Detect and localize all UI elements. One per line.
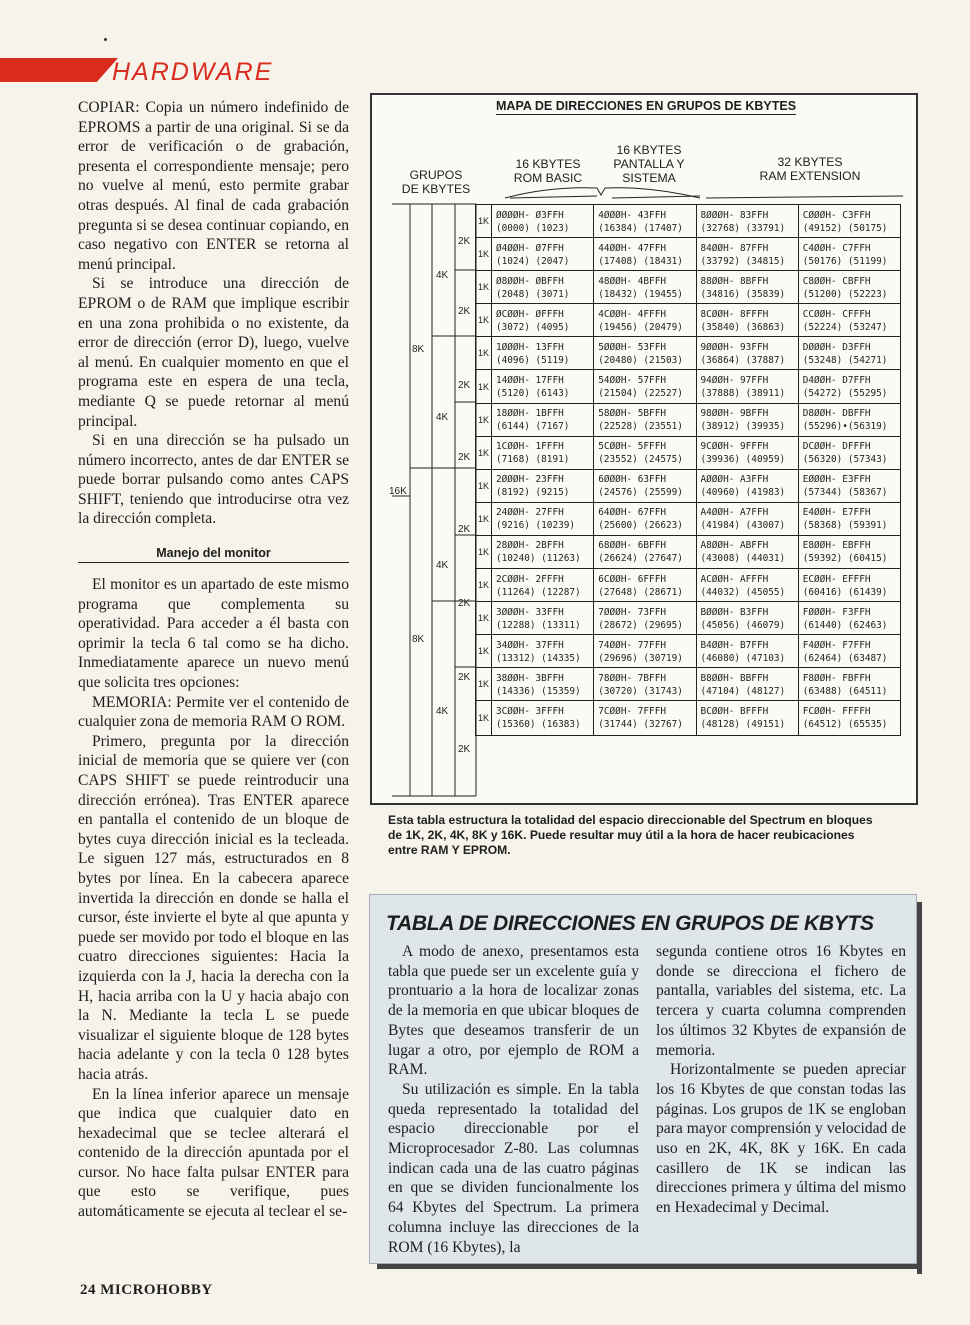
col-header-line: RAM EXTENSION <box>759 169 861 183</box>
address-cell <box>492 701 594 734</box>
address-grid <box>475 204 901 736</box>
table-row <box>476 370 900 403</box>
label-1k: 1K <box>476 304 492 336</box>
address-cell <box>594 536 696 568</box>
address-text: (10240) (11263) <box>496 553 581 565</box>
address-text: 88ØØH- 8BFFH <box>700 275 769 287</box>
address-cell <box>492 304 594 336</box>
address-text: (46080) (47103) <box>700 652 786 664</box>
address-text: (60416) (61439) <box>802 586 888 598</box>
address-cell <box>697 602 799 634</box>
address-cell <box>697 437 799 469</box>
address-text: 94ØØH- 97FFH <box>700 375 769 387</box>
address-text: BØØØH- B3FFH <box>700 606 769 618</box>
page-footer: 24 MICROHOBBY <box>80 1282 213 1298</box>
table-row <box>476 602 900 635</box>
address-text: E8ØØH- EBFFH <box>802 540 871 552</box>
paragraph: Si se introduce una dirección de EPROM o de RAM que implique escribir en una zona prohibida o no existente, da error de dirección (error D), luego, vuelve al menú. En cualquier momento en que el programa este en espera de una tecla, mediante Q se puede retornar al menú principal. <box>78 275 349 430</box>
address-text: 54ØØH- 57FFH <box>598 375 666 387</box>
address-cell <box>594 404 696 436</box>
table-row <box>476 470 900 503</box>
address-text: D4ØØH- D7FFH <box>802 375 871 387</box>
paragraph: segunda contiene otros 16 Kbytes en donde se direcciona el fichero de pantalla, variables del sistema, etc. La tercera y cuarta columna comprenden los últimos 32 Kbytes de expansión de memoria. <box>656 943 906 1059</box>
address-text: C8ØØH- CBFFH <box>802 275 871 287</box>
paragraph: Primero, pregunta por la dirección inicial de memoria que se quiere ver (con CAPS SHIFT se puede reintroducir una dirección errónea). Tras ENTER aparece en pantalla el contenido de un bloque de bytes cuya dirección inicial es la tecleada. Le siguen 127 más, estructurados en 8 bytes por línea. En la cabecera aparece invertida la dirección en donde se halla el cursor, éste invierte el byte al que apunta y puede ser movido por todo el bloque en las cuatro direcciones siguientes: Hacia la izquierda con la J, hacia la derecha con la H, hacia arriba con la U y hacia abajo con la N. Mediante la tecla L se puede visualizar el siguiente bloque de 128 bytes hacia adelante y con la tecla 0 128 bytes hacia atrás. <box>78 732 349 1083</box>
col-header-line: SISTEMA <box>622 171 676 185</box>
paragraph: A modo de anexo, presentamos esta tabla que puede ser un excelente guía y prontuario a la hora de localizar zonas de la memoria en que ubicar bloques de Bytes que deseamos transferir de un lugar a otro, por ejemplo de ROM a RAM. <box>388 943 639 1079</box>
sidebar-left-column <box>388 942 639 1257</box>
address-text: 5CØØH- 5FFFH <box>598 441 666 453</box>
address-cell <box>799 503 900 535</box>
address-text: (20480) (21503) <box>598 354 683 366</box>
address-cell <box>492 238 594 270</box>
address-text: 44ØØH- 47FFH <box>598 242 666 254</box>
address-text: C4ØØH- C7FFH <box>802 242 871 254</box>
address-text: B8ØØH- BBFFH <box>700 672 769 684</box>
address-text: 24ØØH- 27FFH <box>496 507 564 519</box>
col-header-line: 16 KBYTES <box>616 143 682 157</box>
address-text: 6CØØH- 6FFFH <box>598 573 666 585</box>
sidebar-right-column <box>656 942 906 1218</box>
table-row <box>476 569 900 602</box>
address-text: (35840) (36863) <box>700 321 786 333</box>
address-text: 3ØØØH- 33FFH <box>496 606 564 618</box>
address-cell <box>594 370 696 402</box>
address-text: FCØØH- FFFFH <box>802 706 871 718</box>
label-1k: 1K <box>476 470 492 502</box>
address-text: (63488) (64511) <box>802 685 888 697</box>
address-text: (28672) (29695) <box>598 619 683 631</box>
address-text: 3CØØH- 3FFFH <box>496 706 564 718</box>
col-header-line: 32 KBYTES <box>777 155 843 169</box>
label-1k: 1K <box>476 503 492 535</box>
col-header-ram <box>730 155 890 183</box>
col-header-rom <box>496 157 600 185</box>
label-1k: 1K <box>476 635 492 667</box>
address-text: (26624) (27647) <box>598 553 683 565</box>
label-1k: 1K <box>476 238 492 270</box>
address-text: (9216) (10239) <box>496 520 576 532</box>
address-text: FØØØH- F3FFH <box>802 606 871 618</box>
address-cell <box>697 404 799 436</box>
address-text: (56320) (57343) <box>802 454 888 466</box>
address-text: (41984) (43007) <box>700 520 786 532</box>
address-text: (7168) (8191) <box>496 454 570 466</box>
label-8k: 8K <box>412 344 425 355</box>
address-text: (34816) (35839) <box>700 288 786 300</box>
address-text: 8ØØØH- 83FFH <box>700 209 769 221</box>
address-text: 8CØØH- 8FFFH <box>700 308 769 320</box>
address-text: 64ØØH- 67FFH <box>598 507 666 519</box>
address-text: 98ØØH- 9BFFH <box>700 408 769 420</box>
address-text: 4CØØH- 4FFFH <box>598 308 666 320</box>
label-2k: 2K <box>458 744 471 755</box>
address-text: (59392) (60415) <box>802 553 888 565</box>
address-cell <box>492 602 594 634</box>
table-row <box>476 437 900 470</box>
address-cell <box>799 437 900 469</box>
address-cell <box>799 536 900 568</box>
address-text: (30720) (31743) <box>598 685 683 697</box>
address-text: (49152) (50175) <box>802 222 888 234</box>
paragraph: MEMORIA: Permite ver el contenido de cualquier zona de memoria RAM O ROM. <box>78 693 349 731</box>
address-cell <box>799 569 900 601</box>
table-row <box>476 536 900 569</box>
label-2k: 2K <box>458 524 471 535</box>
paragraph: COPIAR: Copia un número indefinido de EPROMS a partir de una original. Si se da error de verificación o de grabación, presenta el correspondiente mensaje; pero no vuelve al menú, esto permite grabar otras después. Al final de cada grabación pregunta si se desea continuar copiando, en caso negativo con ENTER se retorna al menú principal. <box>78 99 349 273</box>
address-text: (29696) (30719) <box>598 652 683 664</box>
address-text: 6ØØØH- 63FFH <box>598 474 666 486</box>
address-text: (6144) (7167) <box>496 421 570 433</box>
label-2k: 2K <box>458 380 471 391</box>
address-text: (17408) (18431) <box>598 255 683 267</box>
address-text: (16384) (17407) <box>598 222 683 234</box>
address-text: 14ØØH- 17FFH <box>496 375 564 387</box>
address-text: (43008) (44031) <box>700 553 786 565</box>
address-text: (48128) (49151) <box>700 719 786 731</box>
paragraph: Su utilización es simple. En la tabla queda representado la totalidad del espacio direccionable por el Microprocesador Z-80. Las columnas indican cada una de las cuatro páginas en que se dividen funcionalmente los 64 Kbytes del Spectrum. La primera columna incluye las direcciones de la ROM (16 Kbytes), la <box>388 1080 639 1256</box>
label-4k: 4K <box>436 706 449 717</box>
col-header-line: 16 KBYTES <box>515 157 581 171</box>
label-1k: 1K <box>476 668 492 700</box>
address-cell <box>492 271 594 303</box>
address-text: D8ØØH- DBFFH <box>802 408 871 420</box>
group-header-line: DE KBYTES <box>401 182 471 196</box>
section-heading: HARDWARE <box>112 58 274 86</box>
address-text: (52224) (53247) <box>802 321 888 333</box>
col-header-line: PANTALLA Y <box>613 157 685 171</box>
address-cell <box>492 569 594 601</box>
address-text: (61440) (62463) <box>802 619 888 631</box>
address-text: E4ØØH- E7FFH <box>802 507 871 519</box>
address-text: (8192) (9215) <box>496 487 570 499</box>
address-text: 9ØØØH- 93FFH <box>700 341 769 353</box>
address-text: (4096) (5119) <box>496 354 570 366</box>
address-text: 74ØØH- 77FFH <box>598 639 666 651</box>
address-text: (14336) (15359) <box>496 685 581 697</box>
label-8k: 8K <box>412 634 425 645</box>
address-text: A4ØØH- A7FFH <box>700 507 769 519</box>
address-text: (21504) (22527) <box>598 388 683 400</box>
address-cell <box>697 668 799 700</box>
address-text: (19456) (20479) <box>598 321 683 333</box>
address-cell <box>492 470 594 502</box>
label-1k: 1K <box>476 205 492 237</box>
label-1k: 1K <box>476 536 492 568</box>
address-text: Ø4ØØH- Ø7FFH <box>496 242 564 254</box>
group-header <box>394 168 478 196</box>
address-cell <box>697 205 799 237</box>
address-text: 38ØØH- 3BFFH <box>496 672 564 684</box>
address-cell <box>799 701 900 734</box>
address-cell <box>799 205 900 237</box>
address-text: (11264) (12287) <box>496 586 581 598</box>
address-text: (12288) (13311) <box>496 619 581 631</box>
address-text: 34ØØH- 37FFH <box>496 639 564 651</box>
address-text: (40960) (41983) <box>700 487 786 499</box>
subheading: Manejo del monitor <box>78 545 349 563</box>
table-caption: Esta tabla estructura la totalidad del espacio direccionable del Spectrum en bloques de 1K, 2K, 4K, 8K y 16K. Puede resultar muy útil a la hora de hacer reubicaciones entre RAM Y EPROM. <box>388 813 873 857</box>
address-cell <box>492 437 594 469</box>
table-row <box>476 503 900 536</box>
address-text: (64512) (65535) <box>802 719 888 731</box>
col-header-line: ROM BASIC <box>513 171 583 185</box>
address-cell <box>594 205 696 237</box>
address-text: 4ØØØH- 43FFH <box>598 209 666 221</box>
address-text: (57344) (58367) <box>802 487 888 499</box>
label-1k: 1K <box>476 569 492 601</box>
address-text: CØØØH- C3FFH <box>802 209 871 221</box>
address-text: 2CØØH- 2FFFH <box>496 573 564 585</box>
label-4k: 4K <box>436 560 449 571</box>
print-speck <box>104 38 107 41</box>
paragraph: Horizontalmente se pueden apreciar los 16 Kbytes de que constan todas las páginas. Los grupos de 1K se engloban para mayor comprensión y velocidad de uso en 2K, 4K, 8K y 16K. En cada casillero de 1K se indican las direcciones primera y última del mismo en Hexadecimal y Decimal. <box>656 1061 906 1217</box>
col-header-screen <box>594 143 704 185</box>
address-text: ØCØØH- ØFFFH <box>496 308 564 320</box>
address-cell <box>799 337 900 369</box>
address-cell <box>492 635 594 667</box>
address-cell <box>594 437 696 469</box>
label-16k: 16K <box>389 486 407 497</box>
address-text: DØØØH- D3FFH <box>802 341 871 353</box>
label-2k: 2K <box>458 598 471 609</box>
address-cell <box>492 370 594 402</box>
address-text: Ø8ØØH- ØBFFH <box>496 275 564 287</box>
address-text: (38912) (39935) <box>700 421 786 433</box>
label-1k: 1K <box>476 602 492 634</box>
address-text: (45056) (46079) <box>700 619 786 631</box>
address-text: BCØØH- BFFFH <box>700 706 769 718</box>
table-row <box>476 205 900 238</box>
address-text: (44032) (45055) <box>700 586 786 598</box>
address-text: (32768) (33791) <box>700 222 786 234</box>
address-cell <box>697 238 799 270</box>
address-cell <box>799 238 900 270</box>
address-text: ØØØØH- Ø3FFH <box>496 209 564 221</box>
label-1k: 1K <box>476 437 492 469</box>
address-cell <box>492 503 594 535</box>
left-column <box>78 98 349 1222</box>
label-1k: 1K <box>476 701 492 734</box>
address-cell <box>799 470 900 502</box>
label-2k: 2K <box>458 672 471 683</box>
address-cell <box>492 536 594 568</box>
label-1k: 1K <box>476 337 492 369</box>
address-text: (62464) (63487) <box>802 652 888 664</box>
group-header-line: GRUPOS <box>409 168 463 182</box>
address-text: ACØØH- AFFFH <box>700 573 769 585</box>
paragraph: El monitor es un apartado de este mismo programa que complementa su operatividad. Para acceder a él basta con oprimir la tecla 6 tal como se ha dicho. Inmediatamente aparece un nuevo menú que solicita tres opciones: <box>78 576 349 692</box>
paragraph: En la línea inferior aparece un mensaje que indica que cualquier dato en hexadecimal que se teclee alterará el contenido de la dirección apuntada por el cursor. No hace falta pulsar ENTER para que esto se verifique, pues automáticamente se ejecuta al teclear el se- <box>78 1085 349 1221</box>
label-4k: 4K <box>436 412 449 423</box>
address-text: 7CØØH- 7FFFH <box>598 706 666 718</box>
address-text: (27648) (28671) <box>598 586 683 598</box>
address-text: 1ØØØH- 13FFH <box>496 341 564 353</box>
address-text: (53248) (54271) <box>802 354 888 366</box>
address-cell <box>799 370 900 402</box>
address-cell <box>697 503 799 535</box>
address-cell <box>697 701 799 734</box>
address-text: 84ØØH- 87FFH <box>700 242 769 254</box>
address-cell <box>594 337 696 369</box>
address-cell <box>594 271 696 303</box>
address-text: AØØØH- A3FFH <box>700 474 769 486</box>
address-text: (13312) (14335) <box>496 652 581 664</box>
address-text: (33792) (34815) <box>700 255 786 267</box>
address-text: (18432) (19455) <box>598 288 683 300</box>
address-cell <box>697 304 799 336</box>
table-row <box>476 668 900 701</box>
address-text: (25600) (26623) <box>598 520 683 532</box>
address-cell <box>594 569 696 601</box>
address-cell <box>799 668 900 700</box>
table-row <box>476 701 900 734</box>
address-text: 7ØØØH- 73FFH <box>598 606 666 618</box>
address-cell <box>492 205 594 237</box>
address-cell <box>799 635 900 667</box>
address-text: (3072) (4095) <box>496 321 570 333</box>
table-row <box>476 404 900 437</box>
address-cell <box>697 569 799 601</box>
table-row <box>476 238 900 271</box>
address-text: ECØØH- EFFFH <box>802 573 871 585</box>
address-cell <box>697 470 799 502</box>
address-text: 2ØØØH- 23FFH <box>496 474 564 486</box>
address-text: (50176) (51199) <box>802 255 888 267</box>
address-text: B4ØØH- B7FFH <box>700 639 769 651</box>
address-text: (24576) (25599) <box>598 487 683 499</box>
address-cell <box>799 304 900 336</box>
address-text: (37888) (38911) <box>700 388 786 400</box>
address-cell <box>594 635 696 667</box>
label-1k: 1K <box>476 370 492 402</box>
address-text: (39936) (40959) <box>700 454 786 466</box>
address-cell <box>492 337 594 369</box>
address-text: (2048) (3071) <box>496 288 570 300</box>
label-1k: 1K <box>476 404 492 436</box>
label-2k: 2K <box>458 236 471 247</box>
table-title: MAPA DE DIRECCIONES EN GRUPOS DE KBYTES <box>496 99 797 113</box>
address-text: A8ØØH- ABFFH <box>700 540 769 552</box>
address-text: (47104) (48127) <box>700 685 786 697</box>
address-text: (0000) (1023) <box>496 222 570 234</box>
address-cell <box>697 536 799 568</box>
section-color-bar <box>0 58 118 82</box>
address-text: (55296)•(56319) <box>802 421 888 433</box>
table-row <box>476 271 900 304</box>
address-text: (22528) (23551) <box>598 421 683 433</box>
address-text: EØØØH- E3FFH <box>802 474 871 486</box>
address-text: 9CØØH- 9FFFH <box>700 441 769 453</box>
address-text: DCØØH- DFFFH <box>802 441 871 453</box>
address-text: 18ØØH- 1BFFH <box>496 408 564 420</box>
address-text: (1024) (2047) <box>496 255 570 267</box>
address-cell <box>594 602 696 634</box>
address-text: (54272) (55295) <box>802 388 888 400</box>
address-text: 78ØØH- 7BFFH <box>598 672 666 684</box>
address-cell <box>594 238 696 270</box>
table-row <box>476 304 900 337</box>
label-2k: 2K <box>458 306 471 317</box>
box-shadow-bottom <box>377 1264 922 1269</box>
address-text: 5ØØØH- 53FFH <box>598 341 666 353</box>
address-text: (15360) (16383) <box>496 719 581 731</box>
label-4k: 4K <box>436 270 449 281</box>
table-row <box>476 337 900 370</box>
address-cell <box>492 668 594 700</box>
address-cell <box>492 404 594 436</box>
address-cell <box>697 635 799 667</box>
paragraph: Si en una dirección se ha pulsado un número incorrecto, antes de dar ENTER se puede borrar pulsando como antes CAPS SHIFT, teniendo que introducirse otra vez la dirección completa. <box>78 432 349 528</box>
address-text: 28ØØH- 2BFFH <box>496 540 564 552</box>
address-text: (31744) (32767) <box>598 719 683 731</box>
address-text: 68ØØH- 6BFFH <box>598 540 666 552</box>
address-text: CCØØH- CFFFH <box>802 308 871 320</box>
address-cell <box>594 470 696 502</box>
address-text: (5120) (6143) <box>496 388 570 400</box>
address-cell <box>799 602 900 634</box>
address-text: F4ØØH- F7FFH <box>802 639 871 651</box>
address-text: (51200) (52223) <box>802 288 888 300</box>
address-text: 1CØØH- 1FFFH <box>496 441 564 453</box>
box-shadow-right <box>917 902 922 1274</box>
address-text: F8ØØH- FBFFH <box>802 672 871 684</box>
address-cell <box>697 337 799 369</box>
address-cell <box>594 503 696 535</box>
address-cell <box>594 304 696 336</box>
address-cell <box>594 701 696 734</box>
address-text: (23552) (24575) <box>598 454 683 466</box>
table-row <box>476 635 900 668</box>
address-text: 48ØØH- 4BFFH <box>598 275 666 287</box>
sidebar-title: TABLA DE DIRECCIONES EN GRUPOS DE KBYTS <box>386 912 874 935</box>
address-cell <box>697 370 799 402</box>
address-cell <box>697 271 799 303</box>
address-text: (58368) (59391) <box>802 520 888 532</box>
address-cell <box>594 668 696 700</box>
label-2k: 2K <box>458 452 471 463</box>
address-cell <box>799 404 900 436</box>
address-cell <box>799 271 900 303</box>
address-text: 58ØØH- 5BFFH <box>598 408 666 420</box>
label-1k: 1K <box>476 271 492 303</box>
address-text: (36864) (37887) <box>700 354 786 366</box>
